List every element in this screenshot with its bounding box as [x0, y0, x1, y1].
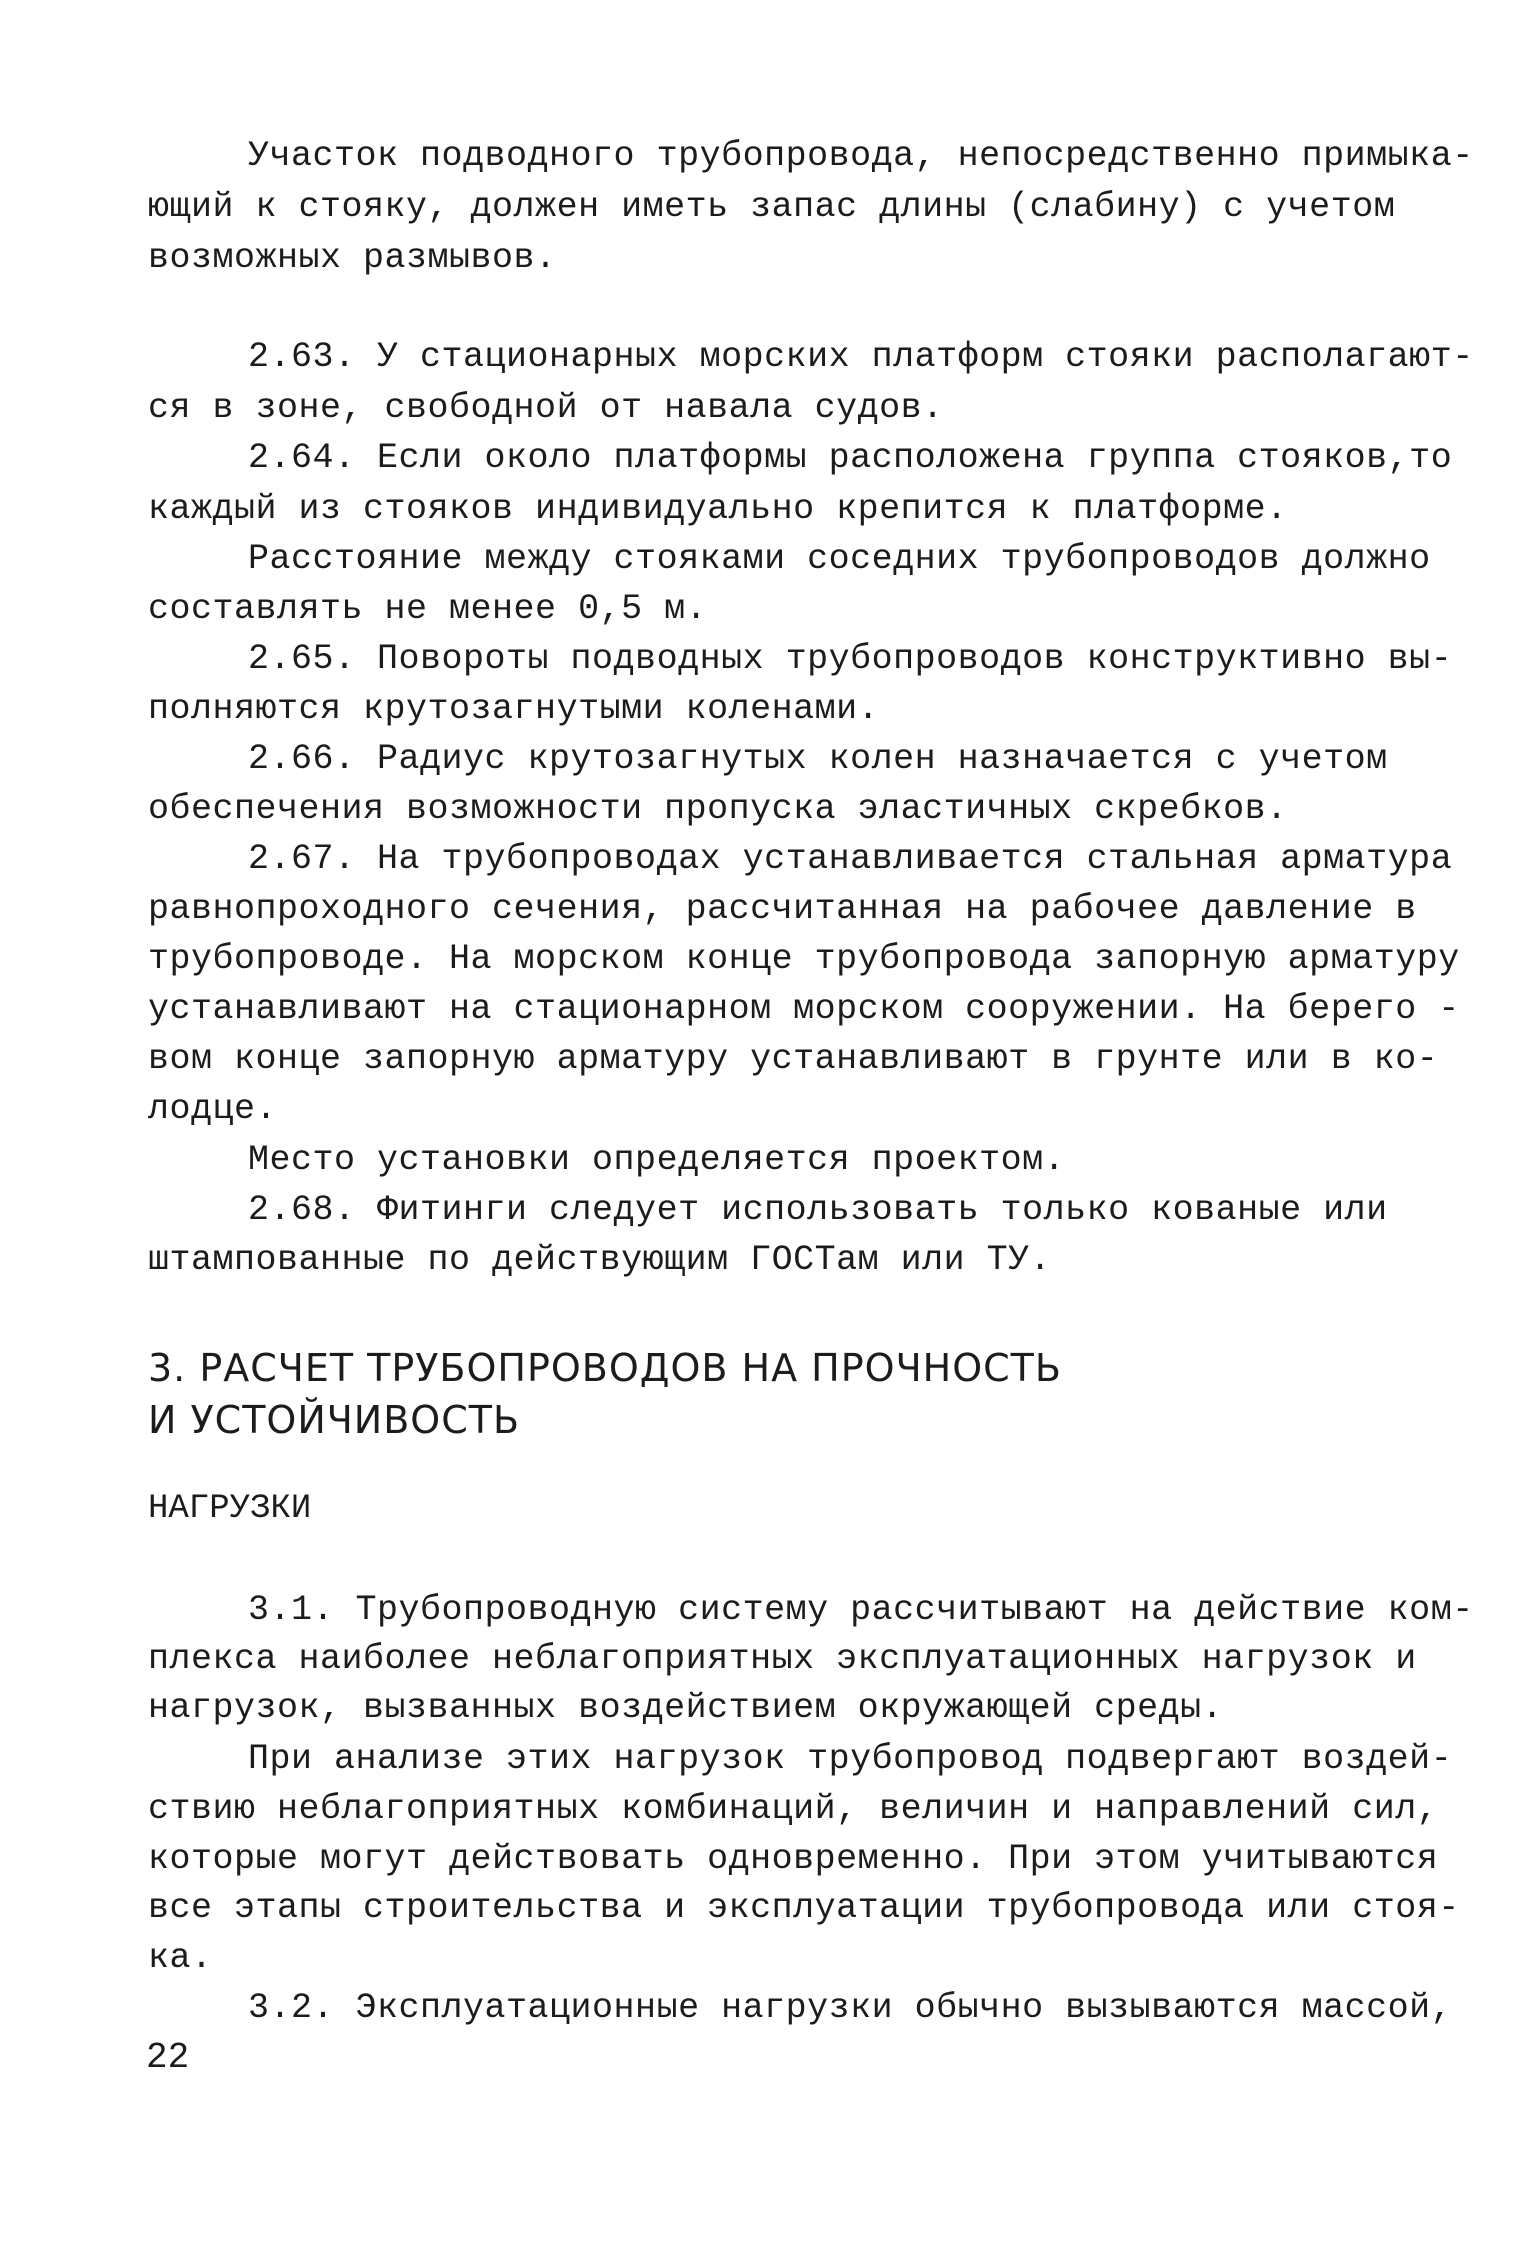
text-line: 2.64. Если около платформы расположена группа стояков,то: [248, 438, 1453, 478]
subsection-heading: НАГРУЗКИ: [148, 1490, 312, 1528]
section-heading: 3. РАСЧЕТ ТРУБОПРОВОДОВ НА ПРОЧНОСТЬ: [148, 1346, 1062, 1390]
text-line: 3.2. Эксплуатационные нагрузки обычно вызываются массой,: [248, 1988, 1453, 2028]
text-line: При анализе этих нагрузок трубопровод подвергают воздей-: [248, 1739, 1453, 1779]
text-line: вом конце запорную арматуру устанавливают в грунте или в ко-: [148, 1039, 1439, 1079]
text-line: 2.67. На трубопроводах устанавливается стальная арматура: [248, 839, 1453, 879]
text-line: полняются крутозагнутыми коленами.: [148, 689, 880, 729]
text-line: штампованные по действующим ГОСТам или ТУ.: [148, 1240, 1052, 1280]
text-line: все этапы строительства и эксплуатации трубопровода или стоя-: [148, 1888, 1460, 1928]
text-line: устанавливают на стационарном морском сооружении. На берего -: [148, 989, 1460, 1029]
text-line: плекса наиболее неблагоприятных эксплуатационных нагрузок и: [148, 1639, 1417, 1679]
text-line: 2.66. Радиус крутозагнутых колен назначается с учетом: [248, 739, 1388, 779]
text-line: равнопроходного сечения, рассчитанная на рабочее давление в: [148, 889, 1417, 929]
text-line: 3.1. Трубопроводную систему рассчитывают на действие ком-: [248, 1590, 1474, 1630]
text-line: трубопроводе. На морском конце трубопровода запорную арматуру: [148, 939, 1460, 979]
text-line: составлять не менее 0,5 м.: [148, 589, 708, 629]
text-line: ка.: [148, 1938, 213, 1978]
page-number: 22: [146, 2037, 190, 2078]
text-line: возможных размывов.: [148, 238, 557, 278]
text-line: которые могут действовать одновременно. При этом учитываются: [148, 1839, 1439, 1879]
text-line: 2.68. Фитинги следует использовать только кованые или: [248, 1190, 1388, 1230]
text-line: обеспечения возможности пропуска эластичных скребков.: [148, 789, 1288, 829]
text-line: ствию неблагоприятных комбинаций, величин и направлений сил,: [148, 1789, 1439, 1829]
text-line: каждый из стояков индивидуально крепится к платформе.: [148, 489, 1288, 529]
text-line: Расстояние между стояками соседних трубопроводов должно: [248, 539, 1431, 579]
text-line: 2.65. Повороты подводных трубопроводов конструктивно вы-: [248, 639, 1453, 679]
text-line: лодце.: [148, 1089, 278, 1129]
section-heading-continuation: И УСТОЙЧИВОСТЬ: [148, 1398, 521, 1442]
text-line: ся в зоне, свободной от навала судов.: [148, 388, 944, 428]
text-line: ющий к стояку, должен иметь запас длины (слабину) с учетом: [148, 187, 1396, 227]
text-line: Место установки определяется проектом.: [248, 1140, 1066, 1180]
text-line: 2.63. У стационарных морских платформ стояки располагают-: [248, 337, 1474, 377]
text-line: Участок подводного трубопровода, непосредственно примыка-: [248, 136, 1474, 176]
text-line: нагрузок, вызванных воздействием окружающей среды.: [148, 1688, 1224, 1728]
